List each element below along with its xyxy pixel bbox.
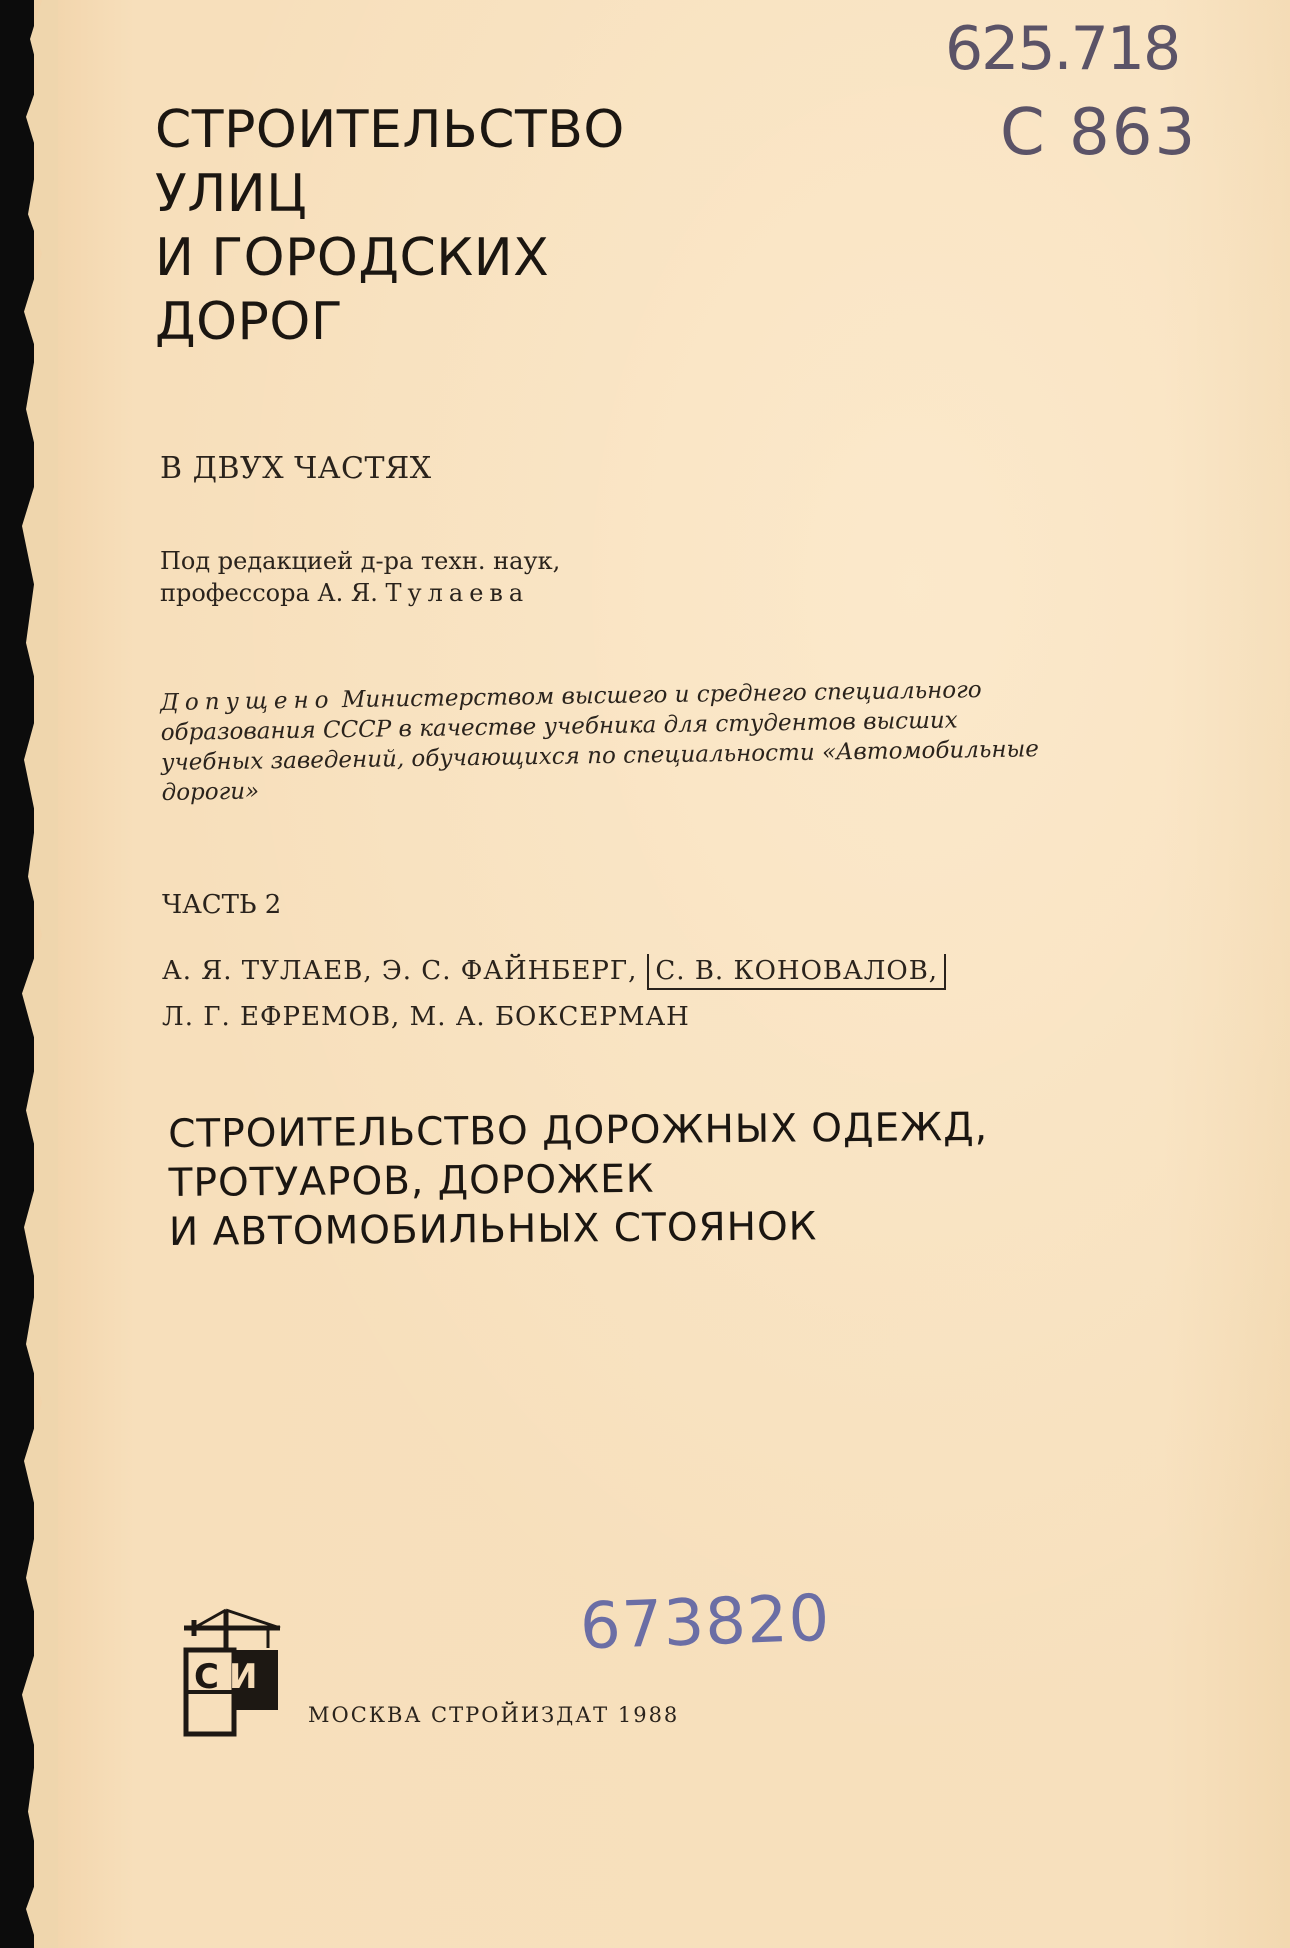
editor-line [160,577,560,609]
part-label: ЧАСТЬ 2 [162,890,282,920]
subtitle-line: СТРОИТЕЛЬСТВО ДОРОЖНЫХ ОДЕЖД, [168,1104,989,1157]
boxed-author-deceased: С. В. КОНОВАЛОВ, [647,954,946,990]
authors-line: Л. Г. ЕФРЕМОВ, М. А. БОКСЕРМАН [162,1002,690,1032]
torn-page-edge [18,0,58,1948]
editor-prefix: профессора А. Я. [160,579,386,607]
part-subtitle [168,1103,989,1257]
stroyizdat-logo [180,1600,290,1740]
publisher-imprint: МОСКВА СТРОЙИЗДАТ 1988 [308,1703,680,1727]
inventory-number-handwritten: 673820 [578,1581,832,1665]
authors-list [162,948,946,1040]
approval-line: учебных заведений, обучающихся по специальности «Автомобильные [160,736,1040,776]
ministry-approval [160,674,1040,808]
title-line: УЛИЦ [155,164,308,224]
approval-line: дороги» [161,778,260,806]
authors-line [162,948,946,994]
approval-line: образования СССР в качестве учебника для студентов высших [160,707,958,746]
crane-icon [184,1610,280,1650]
approval-spaced-word: Допущено [160,687,335,716]
editor-name: Тулаева [385,579,530,607]
editor-credit [160,545,560,609]
author-mark-handwritten: С 863 [1000,96,1198,170]
parts-note: В ДВУХ ЧАСТЯХ [160,451,432,486]
title-line: ДОРОГ [155,292,344,352]
call-number-handwritten: 625.718 [945,14,1180,84]
authors-text: А. Я. ТУЛАЕВ, Э. С. ФАЙНБЕРГ, [162,956,638,986]
subtitle-line: ТРОТУАРОВ, ДОРОЖЕК [168,1156,655,1206]
book-title [155,98,625,354]
approval-line-rest: Министерством высшего и среднего специального [334,677,982,714]
subtitle-line: И АВТОМОБИЛЬНЫХ СТОЯНОК [168,1204,818,1255]
title-line: СТРОИТЕЛЬСТВО [155,100,625,160]
logo-letters: С И [194,1657,258,1697]
title-line: И ГОРОДСКИХ [155,228,550,288]
editor-line: Под редакцией д-ра техн. наук, [160,547,561,575]
